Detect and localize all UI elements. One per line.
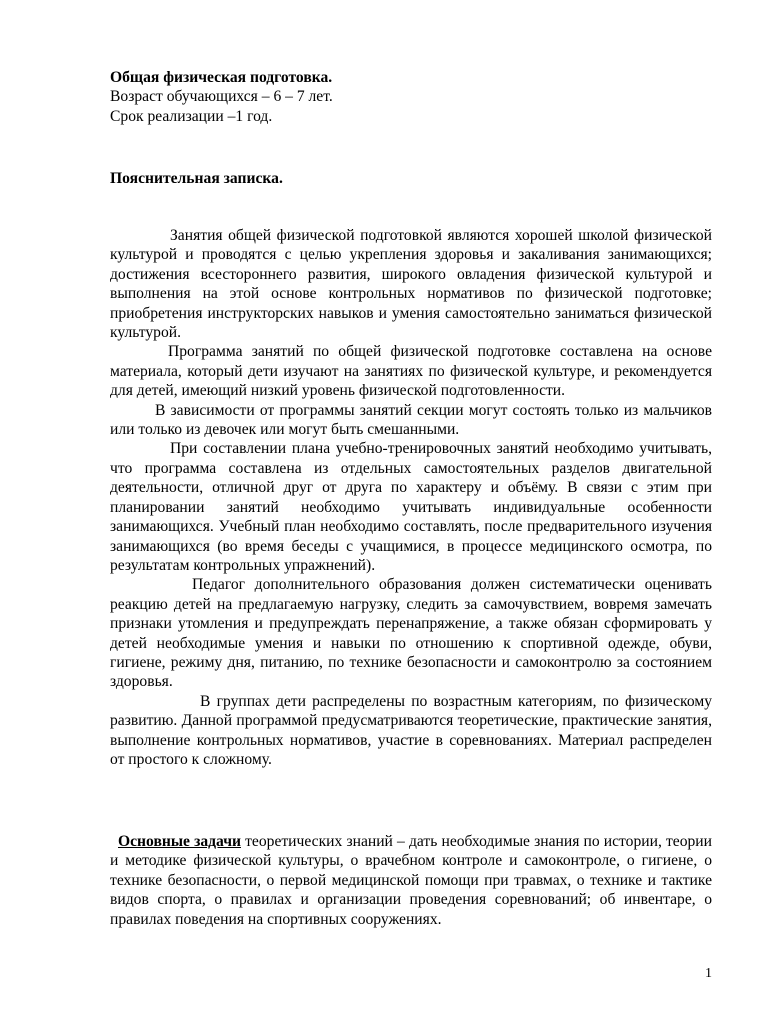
section-title: Пояснительная записка. <box>110 170 283 187</box>
paragraph: Педагог дополнительного образования должен систематически оценивать реакцию детей на предлагаемую нагрузку, следить за самочувствием, вовремя замечать признаки утомления и предупреждать перенапряжение, а также обязан сформировать у детей необходимые умения и навыки по отношению к спортивной одежде, обуви, гигиене, режиму дня, питанию, по технике безопасности и самоконтролю за состоянием здоровья. <box>110 576 712 691</box>
document-header <box>110 68 712 126</box>
main-tasks-text: теоретических знаний – дать необходимые знания по истории, теории и методике физической культуры, о врачебном контроле и самоконтроле, о гигиене, о технике безопасности, о первой медицинской помощи при травмах, о технике и тактике видов спорта, о правилах и организации проведения соревнований; об инвентаре, о правилах поведения на спортивных сооружениях. <box>110 833 712 928</box>
main-tasks-section <box>110 832 712 929</box>
term-line: Срок реализации –1 год. <box>110 107 273 125</box>
page-number: 1 <box>705 966 712 981</box>
paragraph: При составлении плана учебно-тренировочных занятий необходимо учитывать, что программа составлена из отдельных самостоятельных разделов двигательной деятельности, отличной друг от друга по характеру и объёму. В связи с этим при планировании занятий необходимо учитывать индивидуальные особенности занимающихся. Учебный план необходимо составлять, после предварительного изучения занимающихся (во время беседы с учащимися, в процессе медицинского осмотра, по результатам контрольных упражнений). <box>110 440 712 574</box>
explanatory-note-body <box>110 226 712 769</box>
paragraph: В зависимости от программы занятий секции могут состоять только из мальчиков или только из девочек или могут быть смешанными. <box>110 401 712 439</box>
paragraph: Программа занятий по общей физической подготовке составлена на основе материала, который дети изучают на занятиях по физической культуре, и рекомендуется для детей, имеющий низкий уровень физической подготовленности. <box>110 343 712 400</box>
main-tasks-label: Основные задачи <box>118 833 241 850</box>
paragraph: В группах дети распределены по возрастным категориям, по физическому развитию. Данной программой предусматриваются теоретические, практические занятия, выполнение контрольных нормативов, участие в соревнованиях. Материал распределен от простого к сложному. <box>110 692 712 768</box>
age-line: Возраст обучающихся – 6 – 7 лет. <box>110 88 333 106</box>
document-title: Общая физическая подготовка. <box>110 69 333 86</box>
main-tasks-paragraph <box>110 832 712 929</box>
paragraph: Занятия общей физической подготовкой являются хорошей школой физической культурой и проводятся с целью укрепления здоровья и закаливания занимающихся; достижения всестороннего развития, широкого овладения физической культурой и выполнения на этой основе контрольных нормативов по физической подготовке; приобретения инструкторских навыков и умения самостоятельно заниматься физической культурой. <box>110 227 712 342</box>
